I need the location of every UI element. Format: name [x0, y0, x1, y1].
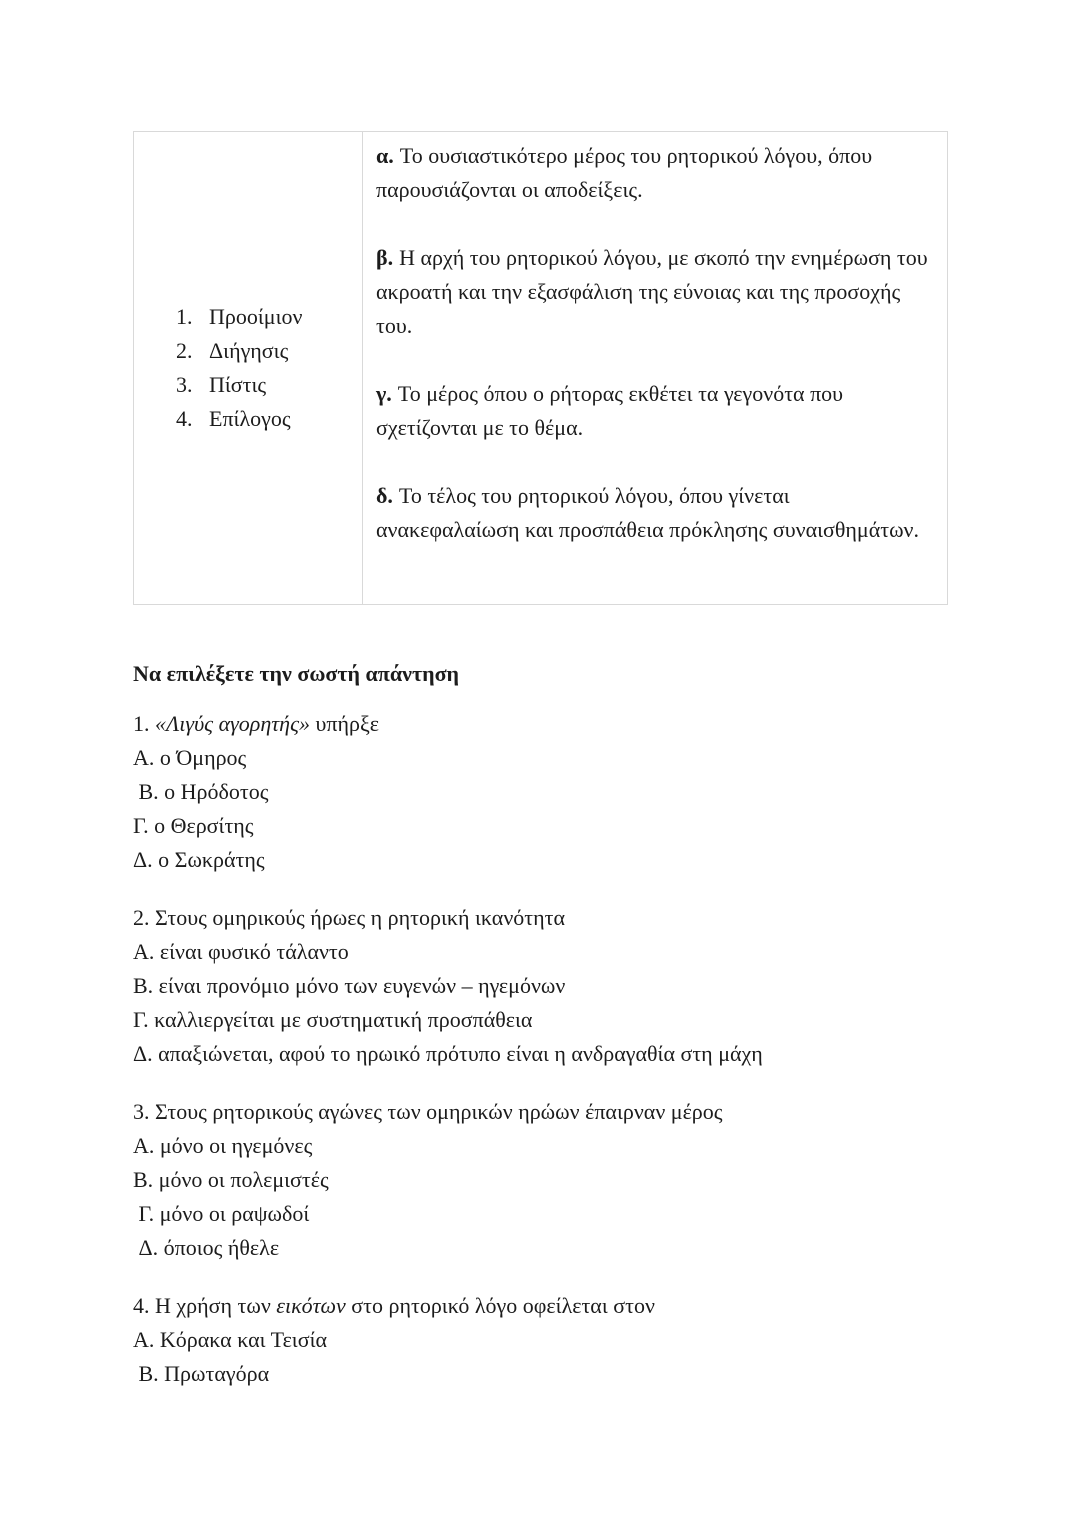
- prompt-suffix: υπήρξε: [310, 711, 380, 736]
- list-item-number: 2.: [176, 338, 193, 363]
- prompt-prefix: 4. Η χρήση των: [133, 1293, 277, 1318]
- match-text: Το μέρος όπου ο ρήτορας εκθέτει τα γεγονότα που σχετίζονται με το θέμα.: [376, 381, 844, 440]
- prompt-prefix: 1.: [133, 711, 155, 736]
- prompt-prefix: 2. Στους ομηρικούς ήρωες η ρητορική ικανότητα: [133, 905, 565, 930]
- list-item: [176, 368, 362, 402]
- question-option: Γ. ο Θερσίτης: [133, 813, 254, 838]
- question-option: Α. ο Όμηρος: [133, 745, 247, 770]
- question-prompt: [133, 707, 948, 741]
- question-option: Α. είναι φυσικό τάλαντο: [133, 939, 349, 964]
- question-option: Γ. καλλιεργείται με συστηματική προσπάθεια: [133, 1007, 533, 1032]
- list-item-label: Διήγησις: [209, 338, 289, 363]
- match-letter: α.: [376, 143, 394, 168]
- match-paragraph-gamma: [376, 377, 935, 445]
- question-option: Α. μόνο οι ηγεμόνες: [133, 1133, 313, 1158]
- list-item: [176, 402, 362, 436]
- prompt-prefix: 3. Στους ρητορικούς αγώνες των ομηρικών ηρώων έπαιρναν μέρος: [133, 1099, 723, 1124]
- prompt-italic: εικότων: [276, 1293, 346, 1318]
- question-option: Β. ο Ηρόδοτος: [133, 779, 269, 804]
- question-option: Γ. μόνο οι ραψωδοί: [133, 1201, 310, 1226]
- quiz-heading: Να επιλέξετε την σωστή απάντηση: [133, 661, 460, 686]
- list-item: [176, 300, 362, 334]
- matching-table-left-cell: [134, 132, 363, 604]
- match-letter: δ.: [376, 483, 393, 508]
- question-prompt: [133, 1095, 948, 1129]
- match-paragraph-delta: [376, 479, 935, 547]
- matching-table-right-cell: [363, 132, 947, 604]
- matching-table: [133, 131, 948, 605]
- match-letter: γ.: [376, 381, 392, 406]
- question-block-1: [133, 707, 948, 877]
- question-option: Β. μόνο οι πολεμιστές: [133, 1167, 329, 1192]
- list-item-label: Επίλογος: [209, 406, 291, 431]
- list-item-number: 4.: [176, 406, 193, 431]
- question-option: Β. Πρωταγόρα: [133, 1361, 270, 1386]
- question-block-4: [133, 1289, 948, 1391]
- list-item: [176, 334, 362, 368]
- match-text: Το ουσιαστικότερο μέρος του ρητορικού λόγου, όπου παρουσιάζονται οι αποδείξεις.: [376, 143, 873, 202]
- document-content: [133, 131, 948, 1391]
- question-block-2: [133, 901, 948, 1071]
- list-item-label: Πίστις: [209, 372, 267, 397]
- prompt-suffix: στο ρητορικό λόγο οφείλεται στον: [345, 1293, 655, 1318]
- list-item-number: 3.: [176, 372, 193, 397]
- match-text: Το τέλος του ρητορικού λόγου, όπου γίνεται ανακεφαλαίωση και προσπάθεια πρόκλησης συναισθημάτων.: [376, 483, 920, 542]
- list-item-number: 1.: [176, 304, 193, 329]
- match-paragraph-beta: [376, 241, 935, 343]
- question-option: Δ. απαξιώνεται, αφού το ηρωικό πρότυπο είναι η ανδραγαθία στη μάχη: [133, 1041, 763, 1066]
- question-option: Α. Κόρακα και Τεισία: [133, 1327, 328, 1352]
- question-option: Δ. όποιος ήθελε: [133, 1235, 280, 1260]
- question-option: Β. είναι προνόμιο μόνο των ευγενών – ηγεμόνων: [133, 973, 566, 998]
- question-block-3: [133, 1095, 948, 1265]
- question-prompt: [133, 1289, 948, 1323]
- match-letter: β.: [376, 245, 394, 270]
- prompt-italic: «Λιγύς αγορητής»: [155, 711, 310, 736]
- match-text: Η αρχή του ρητορικού λόγου, με σκοπό την ενημέρωση του ακροατή και την εξασφάλιση της εύνοιας και της προσοχής του.: [376, 245, 928, 338]
- question-option: Δ. ο Σωκράτης: [133, 847, 265, 872]
- list-item-label: Προοίμιον: [209, 304, 303, 329]
- question-prompt: [133, 901, 948, 935]
- match-paragraph-alpha: [376, 139, 935, 207]
